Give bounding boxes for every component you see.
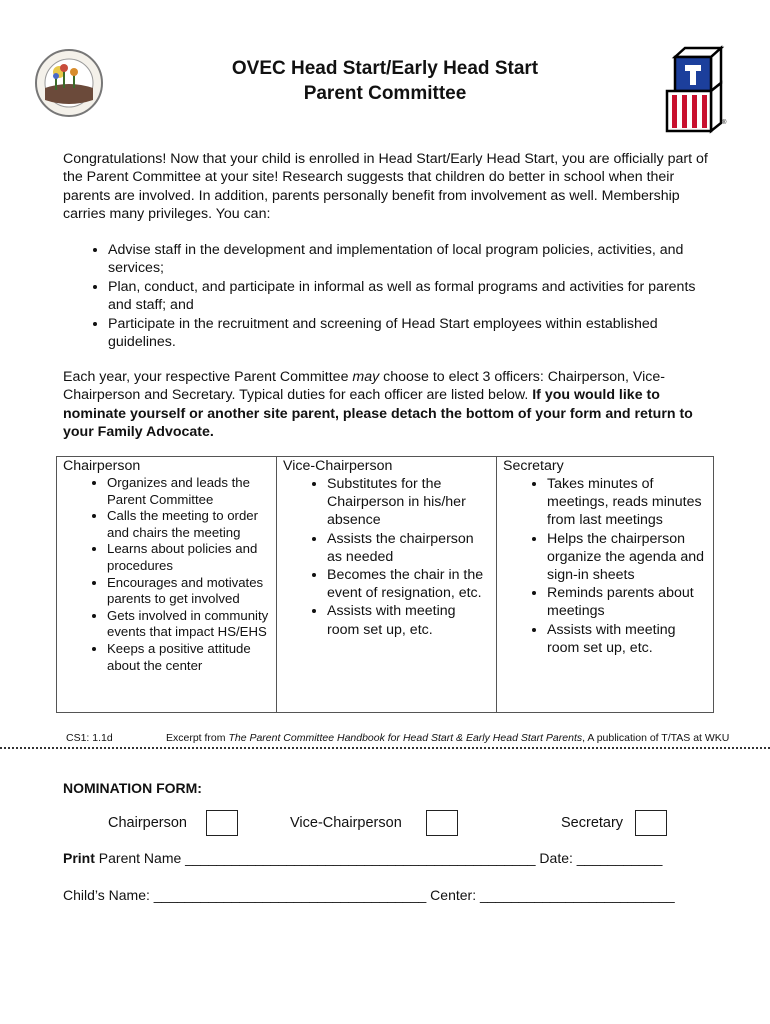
chairperson-label: Chairperson [108, 815, 187, 831]
child-name-field[interactable]: Child’s Name: ___________________________________ Center: _________________________ [63, 887, 675, 903]
print-label: Print [63, 850, 95, 866]
list-item: • Gets involved in community events that impact HS/EHS [107, 608, 270, 641]
list-item: • Assists with meeting room set up, etc. [547, 621, 707, 657]
table-row [57, 457, 714, 713]
list-item: • Organizes and leads the Parent Committee [107, 475, 270, 508]
text: , A publication of T/TAS at WKU [582, 732, 730, 744]
parent-name-and-date-line: Parent Name _____________________________________________ Date: ___________ [94, 850, 663, 866]
svg-text:®: ® [722, 120, 727, 126]
title-line-1: OVEC Head Start/Early Head Start [231, 58, 539, 79]
column-header: Vice-Chairperson [283, 458, 393, 474]
form-code: CS1: 1.1d [66, 732, 113, 744]
chairperson-checkbox[interactable] [206, 810, 238, 836]
list-item: • Reminds parents about meetings [547, 584, 707, 620]
secretary-column [497, 457, 714, 713]
seal-logo [34, 48, 104, 118]
list-item: • Takes minutes of meetings, reads minutes from last meetings [547, 475, 707, 530]
officer-duties-table [56, 456, 714, 713]
vice-chairperson-column [277, 457, 497, 713]
nomination-instructions: If you would like to nominate yourself or another site parent, please detach the bottom of your form and return to your Family Advocate. [63, 387, 693, 441]
list-item: • Plan, conduct, and participate in informal as well as formal programs and activities for parents and staff; and [108, 278, 713, 315]
list-item: • Substitutes for the Chairperson in his/her absence [327, 475, 490, 530]
list-item: • Assists the chairperson as needed [327, 530, 490, 566]
secretary-label: Secretary [561, 815, 624, 831]
text: Excerpt from [166, 732, 229, 744]
head-start-blocks-logo [663, 45, 728, 135]
chairperson-column [57, 457, 277, 713]
officers-paragraph [63, 368, 713, 442]
source-citation [166, 732, 729, 744]
nomination-form-title: NOMINATION FORM: [63, 780, 202, 796]
vice-chairperson-label: Vice-Chairperson [290, 815, 402, 831]
list-item: • Learns about policies and procedures [107, 541, 270, 574]
list-item: • Keeps a positive attitude about the center [107, 641, 270, 674]
emphasis-text: may [352, 369, 380, 385]
secretary-checkbox[interactable] [635, 810, 667, 836]
vice-chairperson-checkbox[interactable] [426, 810, 458, 836]
list-item: • Advise staff in the development and implementation of local program policies, activities, and services; [108, 241, 713, 278]
handbook-title: The Parent Committee Handbook for Head Start & Early Head Start Parents [228, 732, 583, 744]
list-item: • Calls the meeting to order and chairs the meeting [107, 508, 270, 541]
intro-paragraph: Congratulations! Now that your child is enrolled in Head Start/Early Head Start, you are officially part of the Parent Committee at your site! Research suggests that children do better in school when their parents are involved. In addition, parents personally benefit from involvement as well. Membership carries many privileges. You can: [63, 151, 708, 223]
list-item: • Becomes the chair in the event of resignation, etc. [327, 566, 490, 602]
text: Each year, your respective Parent Committee [63, 369, 353, 385]
title-line-2: Parent Committee [303, 83, 467, 104]
list-item: • Encourages and motivates parents to get involved [107, 575, 270, 608]
privileges-list [63, 241, 713, 351]
list-item: • Participate in the recruitment and screening of Head Start employees within established guidelines. [108, 315, 713, 352]
text: choose to elect 3 officers: Chairperson, Vice-Chairperson and Secretary. Typical duties for each officer are listed below. [63, 369, 665, 404]
column-header: Chairperson [63, 458, 141, 474]
list-item: • Assists with meeting room set up, etc. [327, 602, 490, 638]
detach-line [0, 747, 770, 749]
column-header: Secretary [503, 458, 564, 474]
parent-name-field[interactable] [63, 850, 662, 866]
list-item: • Helps the chairperson organize the agenda and sign-in sheets [547, 530, 707, 585]
page-title [150, 56, 620, 106]
